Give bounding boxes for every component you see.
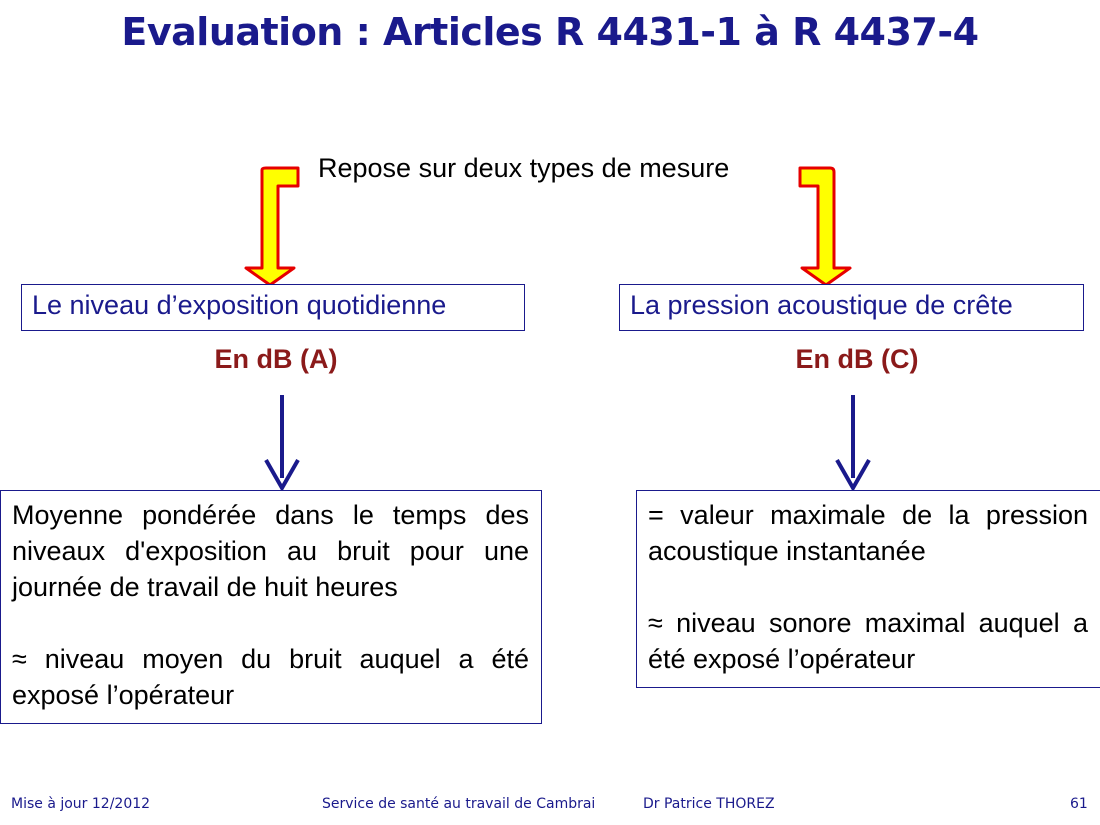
down-arrow-right-icon bbox=[837, 395, 869, 488]
footer-update: Mise à jour 12/2012 bbox=[11, 796, 151, 812]
down-arrow-left-icon bbox=[266, 395, 298, 488]
right-approximation-text: ≈ niveau sonore maximal auquel a été exposé l’opérateur bbox=[648, 608, 1088, 674]
slide-title: Evaluation : Articles R 4431-1 à R 4437-4 bbox=[121, 10, 979, 54]
footer-page-number: 61 bbox=[1070, 796, 1088, 812]
left-definition-box bbox=[0, 490, 542, 724]
footer-service: Service de santé au travail de Cambrai bbox=[322, 796, 596, 812]
right-definition-box bbox=[636, 490, 1100, 688]
right-definition-text: = valeur maximale de la pression acoustique instantanée bbox=[648, 500, 1088, 566]
right-heading-label: La pression acoustique de crête bbox=[630, 290, 1013, 320]
footer-author: Dr Patrice THOREZ bbox=[643, 796, 775, 812]
left-heading-box bbox=[21, 284, 525, 331]
left-definition-text: Moyenne pondérée dans le temps des niveaux d'exposition au bruit pour une journée de travail de huit heures bbox=[12, 500, 529, 602]
right-unit-label: En dB (C) bbox=[795, 344, 919, 374]
curved-arrow-right-icon bbox=[800, 168, 850, 285]
intro-text: Repose sur deux types de mesure bbox=[318, 153, 730, 183]
curved-arrow-left-icon bbox=[246, 168, 298, 285]
right-heading-box bbox=[619, 284, 1084, 331]
left-approximation-text: ≈ niveau moyen du bruit auquel a été exposé l’opérateur bbox=[12, 644, 529, 710]
left-heading-label: Le niveau d’exposition quotidienne bbox=[32, 290, 447, 320]
left-unit-label: En dB (A) bbox=[214, 344, 338, 374]
